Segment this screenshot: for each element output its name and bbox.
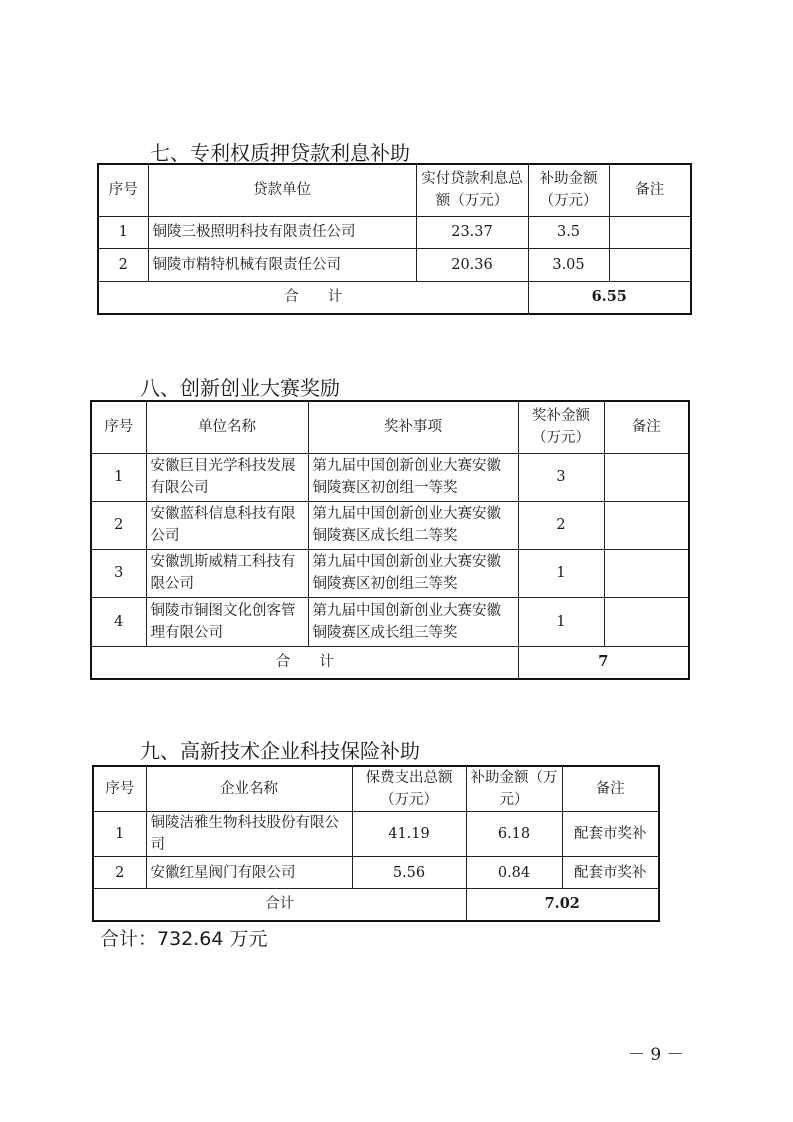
cell-note <box>604 453 689 501</box>
header-cell: 补助金额（万元） <box>466 766 562 812</box>
header-cell: 序号 <box>93 766 146 812</box>
cell-amount: 3 <box>518 453 604 501</box>
header-cell: 奖补事项 <box>308 401 518 453</box>
table-row <box>91 453 689 501</box>
table-row <box>93 812 659 857</box>
section9-title: 九、高新技术企业科技保险补助 <box>140 739 420 763</box>
cell-name: 安徽凯斯威精工科技有限公司 <box>146 549 308 597</box>
cell-no: 1 <box>91 453 146 501</box>
total-row <box>93 889 659 921</box>
section7-title: 七、专利权质押贷款利息补助 <box>150 141 410 165</box>
cell-note: 配套市奖补 <box>562 812 659 857</box>
section8-title: 八、创新创业大赛奖励 <box>140 376 340 400</box>
cell-name: 铜陵市铜图文化创客管理有限公司 <box>146 597 308 646</box>
header-cell: 备注 <box>609 164 691 216</box>
cell-note <box>604 597 689 646</box>
cell-amount: 2 <box>518 501 604 549</box>
section9-table <box>92 765 660 922</box>
cell-item: 第九届中国创新创业大赛安徽铜陵赛区成长组二等奖 <box>308 501 518 549</box>
total-label: 合 计 <box>91 646 518 679</box>
section8-table <box>90 400 690 680</box>
table-header-row <box>93 766 659 812</box>
cell-interest: 20.36 <box>416 248 528 281</box>
cell-amount: 1 <box>518 549 604 597</box>
cell-note: 配套市奖补 <box>562 857 659 889</box>
header-cell: 贷款单位 <box>148 164 416 216</box>
total-label: 合计 <box>93 889 466 921</box>
header-cell: 企业名称 <box>146 766 352 812</box>
header-cell: 单位名称 <box>146 401 308 453</box>
table-row <box>91 501 689 549</box>
cell-no: 4 <box>91 597 146 646</box>
table-header-row <box>91 401 689 453</box>
total-value: 7 <box>518 646 689 679</box>
cell-note <box>609 248 691 281</box>
cell-premium: 5.56 <box>352 857 466 889</box>
cell-name: 铜陵市精特机械有限责任公司 <box>148 248 416 281</box>
header-cell: 保费支出总额（万元） <box>352 766 466 812</box>
cell-item: 第九届中国创新创业大赛安徽铜陵赛区成长组三等奖 <box>308 597 518 646</box>
header-cell: 备注 <box>562 766 659 812</box>
header-cell: 序号 <box>98 164 148 216</box>
header-cell: 奖补金额（万元） <box>518 401 604 453</box>
cell-name: 铜陵三极照明科技有限责任公司 <box>148 216 416 248</box>
cell-item: 第九届中国创新创业大赛安徽铜陵赛区初创组三等奖 <box>308 549 518 597</box>
cell-amount: 6.18 <box>466 812 562 857</box>
cell-name: 安徽巨目光学科技发展有限公司 <box>146 453 308 501</box>
total-value: 7.02 <box>466 889 659 921</box>
cell-note <box>609 216 691 248</box>
table-row <box>98 216 691 248</box>
cell-no: 1 <box>98 216 148 248</box>
cell-amount: 1 <box>518 597 604 646</box>
total-value: 6.55 <box>528 281 691 314</box>
cell-note <box>604 501 689 549</box>
total-row <box>91 646 689 679</box>
section7-table <box>97 163 692 315</box>
page-number: － 9 － <box>628 1045 684 1065</box>
cell-item: 第九届中国创新创业大赛安徽铜陵赛区初创组一等奖 <box>308 453 518 501</box>
table-row <box>91 549 689 597</box>
cell-premium: 41.19 <box>352 812 466 857</box>
cell-note <box>604 549 689 597</box>
cell-name: 铜陵洁雅生物科技股份有限公司 <box>146 812 352 857</box>
table-row <box>98 248 691 281</box>
cell-amount: 0.84 <box>466 857 562 889</box>
cell-name: 安徽蓝科信息科技有限公司 <box>146 501 308 549</box>
cell-no: 2 <box>98 248 148 281</box>
header-cell: 序号 <box>91 401 146 453</box>
header-cell: 补助金额（万元） <box>528 164 609 216</box>
grand-total: 合计：732.64 万元 <box>100 928 268 950</box>
cell-no: 2 <box>91 501 146 549</box>
cell-amount: 3.5 <box>528 216 609 248</box>
header-cell: 实付贷款利息总额（万元） <box>416 164 528 216</box>
total-label: 合 计 <box>98 281 528 314</box>
total-row <box>98 281 691 314</box>
cell-no: 3 <box>91 549 146 597</box>
table-row <box>91 597 689 646</box>
cell-no: 1 <box>93 812 146 857</box>
table-header-row <box>98 164 691 216</box>
cell-amount: 3.05 <box>528 248 609 281</box>
header-cell: 备注 <box>604 401 689 453</box>
cell-name: 安徽红星阀门有限公司 <box>146 857 352 889</box>
table-row <box>93 857 659 889</box>
cell-no: 2 <box>93 857 146 889</box>
cell-interest: 23.37 <box>416 216 528 248</box>
